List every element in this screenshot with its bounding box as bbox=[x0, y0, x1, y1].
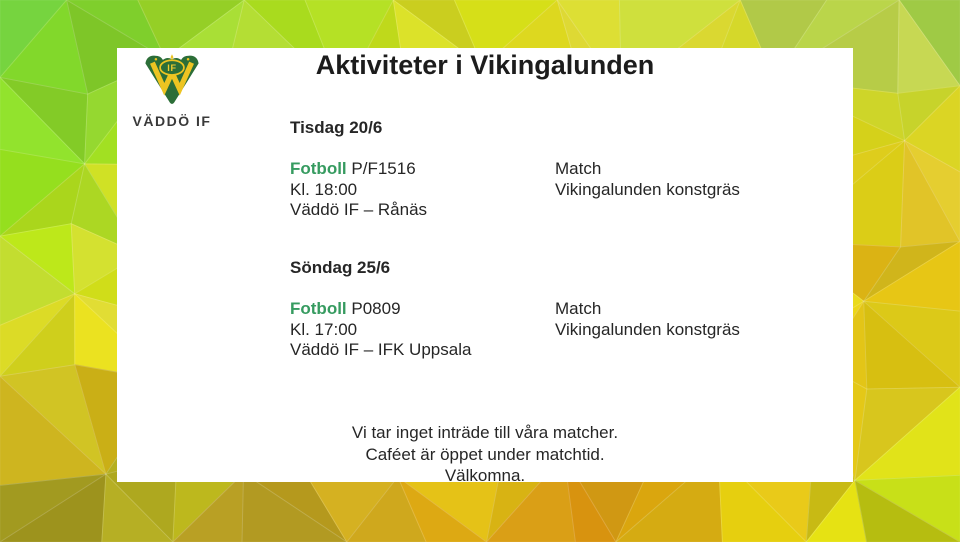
page-title: Aktiviteter i Vikingalunden bbox=[315, 50, 655, 80]
activity-label: Fotboll bbox=[290, 299, 347, 318]
team-group: P/F1516 bbox=[351, 159, 416, 178]
activity-label: Fotboll bbox=[290, 159, 347, 178]
footer-line: Caféet är öppet under matchtid. bbox=[365, 444, 605, 464]
event-venue: Vikingalunden konstgräs bbox=[555, 179, 740, 199]
event-teams: Väddö IF – Rånäs bbox=[290, 200, 428, 219]
event-teams: Väddö IF – IFK Uppsala bbox=[290, 340, 472, 359]
event-time: Kl. 17:00 bbox=[290, 319, 358, 339]
event-venue: Vikingalunden konstgräs bbox=[555, 319, 740, 339]
day-header: Söndag 25/6 bbox=[290, 258, 391, 277]
event-block-sunday bbox=[290, 258, 850, 361]
team-group: P0809 bbox=[351, 299, 401, 318]
event-meta bbox=[555, 299, 740, 340]
day-header: Tisdag 20/6 bbox=[290, 118, 383, 137]
event-time: Kl. 18:00 bbox=[290, 179, 358, 199]
event-type: Match bbox=[555, 299, 602, 318]
slide-card bbox=[117, 48, 853, 485]
footer-note bbox=[117, 422, 853, 487]
club-name: VÄDDÖ IF bbox=[132, 113, 212, 129]
event-meta bbox=[555, 159, 740, 200]
logo-monogram: IF bbox=[167, 63, 177, 74]
event-block-tuesday bbox=[290, 118, 850, 221]
footer-line: Välkomna. bbox=[444, 466, 526, 485]
footer-line: Vi tar inget inträde till våra matcher. bbox=[351, 423, 619, 442]
event-type: Match bbox=[555, 159, 602, 178]
